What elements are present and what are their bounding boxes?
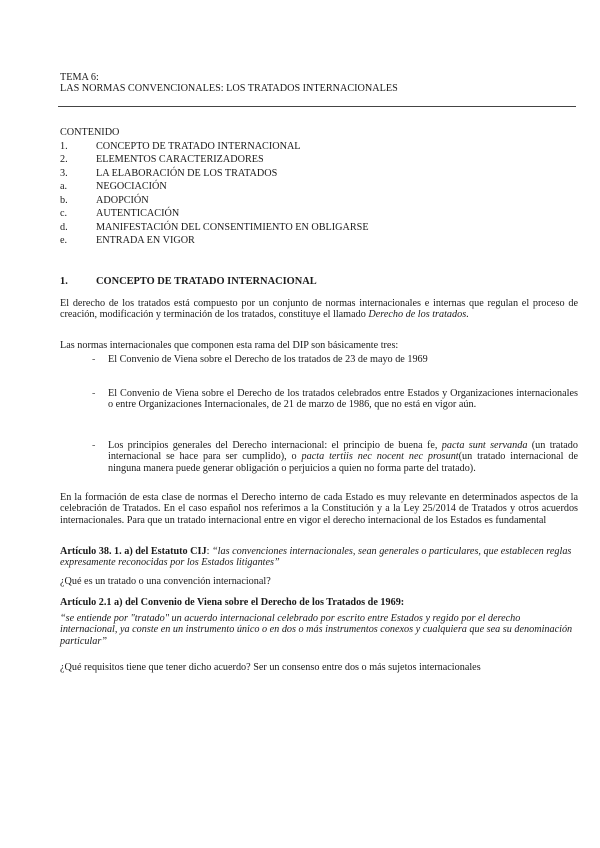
paragraph-italic-text: Derecho de los tratados [368, 309, 467, 321]
section-heading [60, 276, 578, 287]
toc-item [60, 207, 578, 221]
toc-title: CONTENIDO [60, 127, 120, 139]
topic-number: TEMA 6: [60, 72, 99, 83]
toc-item-number: c. [60, 208, 68, 220]
article-reference: Artículo 2.1 a) del Convenio de Viena sobre el Derecho de los Tratados de 1969: [60, 597, 405, 608]
list-item-text-part: (un tratado internacional de ninguna manera puede generar obligación o perjuicios a quien no forma parte del tratado). [108, 451, 578, 474]
list-item [92, 354, 578, 365]
article-reference: Artículo 38. 1. a) del Estatuto CIJ [60, 546, 207, 557]
toc-item [60, 194, 578, 208]
paragraph-definition [60, 298, 578, 321]
document-header [60, 72, 578, 95]
latin-phrase: pacta sunt servanda [441, 440, 528, 451]
toc-item-label: NEGOCIACIÓN [96, 181, 167, 193]
question-definition: ¿Qué es un tratado o una convención internacional? [60, 576, 271, 587]
toc-item-label: ENTRADA EN VIGOR [96, 235, 195, 247]
paragraph-text: El derecho de los tratados está compuesto por un conjunto de normas internacionales e internas que regulan el proceso de creación, modificación y terminación de los tratados, constituye el llamado [60, 298, 578, 321]
list-item [92, 388, 578, 411]
toc-item-number: 1. [60, 140, 68, 152]
list-item [92, 440, 578, 474]
article-quote: “se entiende por "tratado" un acuerdo internacional celebrado por escrito entre Estados y regido por el derecho internacional, ya conste en un instrumento único o en dos o más instrumentos conexos y cualquiera que sea su denominación particular” [60, 613, 573, 647]
toc-item [60, 180, 578, 194]
table-of-contents [60, 126, 578, 248]
toc-item [60, 153, 578, 167]
paragraph-text: . [466, 309, 469, 321]
article-quote: “las convenciones internacionales, sean generales o particulares, que establecen reglas expresamente reconocidas por los Estados litigantes” [60, 546, 572, 569]
list-item-text [108, 440, 578, 474]
list-item-text-part: (un tratado internacional se hace para ser cumplido), o [108, 440, 578, 463]
toc-item-label: CONCEPTO DE TRATADO INTERNACIONAL [96, 140, 301, 152]
list-item-text-part: Los principios generales del Derecho internacional: el principio de buena fe, [108, 440, 442, 451]
paragraph-intro-list: Las normas internacionales que componen esta rama del DIP son básicamente tres: [60, 340, 399, 351]
header-divider [58, 106, 576, 107]
article-2-quote [60, 613, 578, 647]
toc-item-label: AUTENTICACIÓN [96, 208, 180, 220]
toc-item-number: 3. [60, 167, 68, 179]
toc-item-number: b. [60, 194, 68, 206]
toc-item-number: e. [60, 235, 68, 247]
punctuation: : [206, 546, 212, 557]
paragraph-domestic-law: En la formación de esta clase de normas el Derecho interno de cada Estado es muy relevante en determinados aspectos de la celebración de Tratados. En el caso español nos referimos a la Constitución y a la Ley 25/2014 de Tratados y otros acuerdos internacionales. Para que un tratado internacional entre en vigor el derecho internacional de los Estados es fundamental [60, 492, 578, 526]
toc-item-label: ADOPCIÓN [96, 194, 149, 206]
bullet-dash: - [92, 354, 96, 365]
toc-item [60, 221, 578, 235]
list-item-text: El Convenio de Viena sobre el Derecho de los tratados de 23 de mayo de 1969 [108, 354, 428, 365]
toc-item-number: a. [60, 181, 68, 193]
toc-item-label: ELEMENTOS CARACTERIZADORES [96, 154, 264, 166]
toc-item-label: MANIFESTACIÓN DEL CONSENTIMIENTO EN OBLIGARSE [96, 221, 369, 233]
article-2-heading [60, 597, 578, 608]
list-item-text: El Convenio de Viena sobre el Derecho de los tratados celebrados entre Estados y Organizaciones internacionales o entre Organizaciones Internacionales, de 21 de marzo de 1986, que no está en vigor aún. [108, 388, 578, 411]
toc-item-label: LA ELABORACIÓN DE LOS TRATADOS [96, 167, 278, 179]
question-requirements: ¿Qué requisitos tiene que tener dicho acuerdo? Ser un consenso entre dos o más sujetos internacionales [60, 662, 481, 673]
section-title: CONCEPTO DE TRATADO INTERNACIONAL [96, 276, 317, 287]
toc-item-number: 2. [60, 154, 68, 166]
bullet-dash: - [92, 440, 96, 451]
toc-item [60, 234, 578, 248]
bullet-dash: - [92, 388, 96, 399]
toc-item-number: d. [60, 221, 68, 233]
toc-item [60, 140, 578, 154]
latin-phrase: pacta tertiis nec nocent nec prosunt [301, 451, 459, 463]
paragraph-article-38 [60, 546, 578, 569]
section-number: 1. [60, 276, 68, 287]
toc-item [60, 167, 578, 181]
topic-title: LAS NORMAS CONVENCIONALES: LOS TRATADOS INTERNACIONALES [60, 83, 398, 95]
